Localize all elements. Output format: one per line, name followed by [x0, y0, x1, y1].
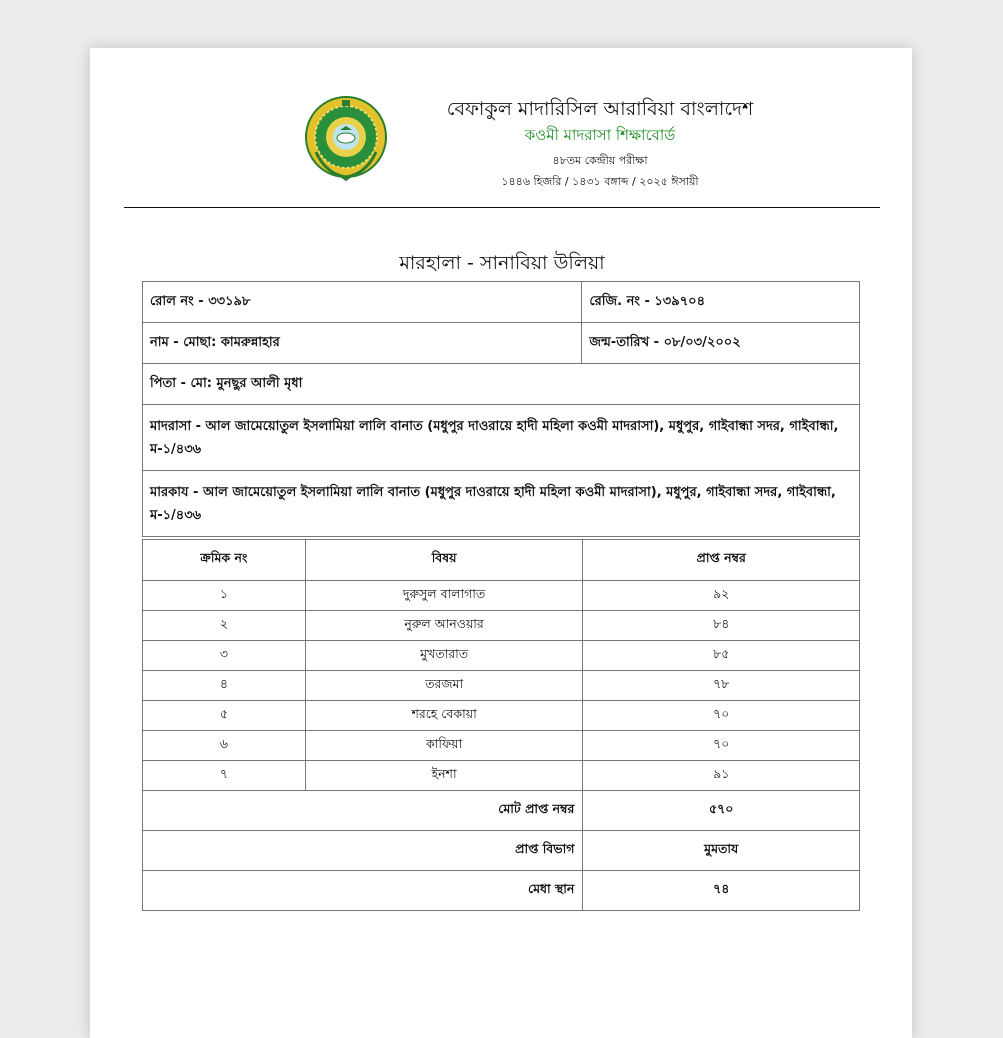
- score-cell: ৮৪: [583, 611, 860, 641]
- board-header: [90, 48, 912, 208]
- total-marks-label: মোট প্রাপ্ত নম্বর: [143, 791, 583, 831]
- board-name: বেফাকুল মাদারিসিল আরাবিয়া বাংলাদেশ: [446, 98, 754, 120]
- exam-year: ১৪৪৬ হিজরি / ১৪৩১ বঙ্গাব্দ / ২০২৫ ঈসায়ী: [501, 175, 699, 188]
- score-cell: ৭৮: [583, 671, 860, 701]
- date-of-birth: জন্ম-তারিখ - ০৮/০৩/২০০২: [582, 323, 860, 364]
- subject-cell: ইনশা: [305, 761, 583, 791]
- subject-cell: কাফিয়া: [305, 731, 583, 761]
- subject-header: বিষয়: [305, 540, 583, 581]
- merit-position-value: ৭৪: [583, 871, 860, 911]
- table-row: [143, 581, 860, 611]
- serial-cell: ৩: [143, 641, 306, 671]
- table-row: [143, 731, 860, 761]
- score-cell: ৯২: [583, 581, 860, 611]
- board-subtitle: কওমী মাদরাসা শিক্ষাবোর্ড: [524, 126, 676, 144]
- score-cell: ৭০: [583, 701, 860, 731]
- total-marks-row: [143, 791, 860, 831]
- board-logo-icon: [302, 94, 390, 182]
- serial-cell: ৭: [143, 761, 306, 791]
- score-cell: ৮৫: [583, 641, 860, 671]
- subject-cell: দুরুসুল বালাগাত: [305, 581, 583, 611]
- serial-cell: ৬: [143, 731, 306, 761]
- subject-cell: নুরুল আনওয়ার: [305, 611, 583, 641]
- father-name: পিতা - মো: মুনছুর আলী মৃধা: [143, 364, 860, 405]
- serial-header: ক্রমিক নং: [143, 540, 306, 581]
- registration-number: রেজি. নং - ১৩৯৭০৪: [582, 282, 860, 323]
- student-info-table: [142, 281, 860, 537]
- marks-table: [142, 539, 860, 911]
- subject-cell: মুখতারাত: [305, 641, 583, 671]
- score-cell: ৯১: [583, 761, 860, 791]
- table-row: [143, 611, 860, 641]
- table-row: [143, 761, 860, 791]
- madrasa-name: মাদরাসা - আল জামেয়োতুল ইসলামিয়া লালি বানাত (মধুপুর দাওরায়ে হাদী মহিলা কওমী মাদরাসা), মধুপুর, গাইবান্ধা সদর, গাইবান্ধা, ম-১/৪৩৬: [143, 405, 860, 471]
- division-value: মুমতায: [583, 831, 860, 871]
- subject-cell: তরজমা: [305, 671, 583, 701]
- student-name: নাম - মোছা: কামরুন্নাহার: [143, 323, 582, 364]
- marhala-title: মারহালা - সানাবিয়া উলিয়া: [399, 252, 605, 274]
- subject-cell: শরহে বেকায়া: [305, 701, 583, 731]
- serial-cell: ১: [143, 581, 306, 611]
- total-marks-value: ৫৭০: [583, 791, 860, 831]
- header-divider: [124, 207, 880, 208]
- table-row: [143, 641, 860, 671]
- markaz-name: মারকায - আল জামেয়োতুল ইসলামিয়া লালি বানাত (মধুপুর দাওরায়ে হাদী মহিলা কওমী মাদরাসা), মধুপুর, গাইবান্ধা সদর, গাইবান্ধা, ম-১/৪৩৬: [143, 471, 860, 537]
- serial-cell: ৪: [143, 671, 306, 701]
- marks-header-row: [143, 540, 860, 581]
- merit-position-label: মেধা স্থান: [143, 871, 583, 911]
- serial-cell: ২: [143, 611, 306, 641]
- table-row: [143, 671, 860, 701]
- exam-name: ৪৮তম কেন্দ্রীয় পরীক্ষা: [552, 154, 648, 167]
- score-cell: ৭০: [583, 731, 860, 761]
- table-row: [143, 701, 860, 731]
- division-row: [143, 831, 860, 871]
- merit-position-row: [143, 871, 860, 911]
- score-header: প্রাপ্ত নম্বর: [583, 540, 860, 581]
- serial-cell: ৫: [143, 701, 306, 731]
- division-label: প্রাপ্ত বিভাগ: [143, 831, 583, 871]
- roll-number: রোল নং - ৩৩১৯৮: [143, 282, 582, 323]
- result-sheet: [90, 48, 912, 1038]
